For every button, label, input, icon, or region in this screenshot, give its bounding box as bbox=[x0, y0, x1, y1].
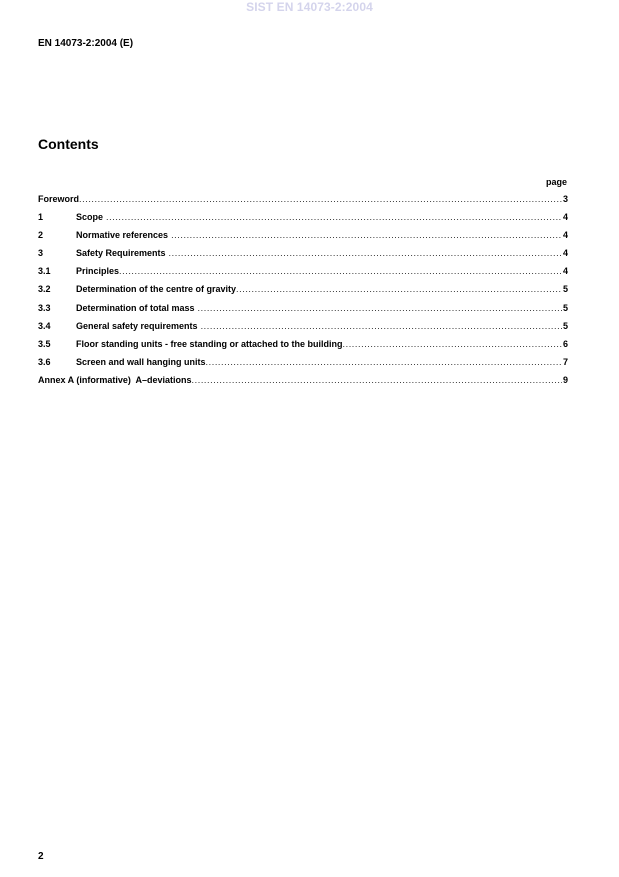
toc-entry-title: Principles bbox=[76, 266, 120, 277]
toc-entry-floor-standing-units[interactable] bbox=[38, 339, 568, 357]
toc-entry-title: Determination of total mass bbox=[76, 302, 195, 313]
toc-entry-page: 6 bbox=[562, 338, 568, 349]
toc-entry-principles[interactable] bbox=[38, 266, 568, 284]
toc-entry-number: 3.3 bbox=[38, 302, 51, 313]
dot-leader bbox=[192, 375, 562, 385]
toc-entry-number: 1 bbox=[38, 212, 44, 223]
document-id-header: EN 14073-2:2004 (E) bbox=[38, 38, 134, 49]
toc-entry-page: 7 bbox=[562, 356, 568, 367]
toc-entry-centre-of-gravity[interactable] bbox=[38, 284, 568, 302]
table-of-contents bbox=[38, 194, 568, 393]
toc-entry-number: 3 bbox=[38, 248, 44, 259]
dot-leader bbox=[343, 339, 562, 349]
toc-entry-page: 5 bbox=[562, 302, 568, 313]
toc-entry-page: 5 bbox=[562, 284, 568, 295]
toc-entry-title: Determination of the centre of gravity bbox=[76, 284, 237, 295]
dot-leader bbox=[79, 194, 562, 204]
toc-entry-title: Scope bbox=[76, 212, 104, 223]
dot-leader bbox=[103, 212, 562, 222]
toc-entry-general-safety[interactable] bbox=[38, 321, 568, 339]
toc-entry-page: 4 bbox=[562, 230, 568, 241]
page-number: 2 bbox=[38, 851, 44, 862]
toc-entry-normative-references[interactable] bbox=[38, 230, 568, 248]
toc-entry-total-mass[interactable] bbox=[38, 303, 568, 321]
toc-entry-page: 5 bbox=[562, 320, 568, 331]
dot-leader bbox=[195, 303, 562, 313]
page-column-label: page bbox=[545, 177, 567, 187]
toc-entry-number: 3.2 bbox=[38, 284, 51, 295]
dot-leader bbox=[168, 230, 562, 240]
toc-entry-title: Safety Requirements bbox=[76, 248, 166, 259]
toc-entry-page: 9 bbox=[562, 374, 568, 385]
dot-leader bbox=[119, 266, 562, 276]
toc-entry-title: Screen and wall hanging units bbox=[76, 356, 206, 367]
toc-entry-annex-a[interactable] bbox=[38, 375, 568, 393]
toc-entry-title: General safety requirements bbox=[76, 320, 198, 331]
toc-entry-title: Foreword bbox=[38, 194, 80, 204]
dot-leader bbox=[236, 284, 562, 294]
toc-entry-foreword[interactable] bbox=[38, 194, 568, 212]
watermark: SIST EN 14073-2:2004 bbox=[246, 0, 373, 14]
toc-entry-page: 4 bbox=[562, 248, 568, 259]
toc-entry-title: Annex A (informative) A–deviations bbox=[38, 374, 192, 385]
toc-entry-number: 3.6 bbox=[38, 356, 51, 367]
toc-entry-safety-requirements[interactable] bbox=[38, 248, 568, 266]
toc-entry-title: Normative references bbox=[76, 230, 169, 241]
toc-entry-scope[interactable] bbox=[38, 212, 568, 230]
toc-entry-number: 3.4 bbox=[38, 320, 51, 331]
toc-entry-page: 4 bbox=[562, 212, 568, 223]
toc-entry-number: 2 bbox=[38, 230, 44, 241]
toc-entry-number: 3.1 bbox=[38, 266, 51, 277]
contents-heading: Contents bbox=[38, 136, 99, 152]
toc-entry-page: 4 bbox=[562, 266, 568, 277]
toc-entry-screen-wall-hanging[interactable] bbox=[38, 357, 568, 375]
toc-entry-number: 3.5 bbox=[38, 338, 51, 349]
dot-leader bbox=[166, 248, 562, 258]
toc-entry-page: 3 bbox=[562, 194, 568, 204]
toc-entry-title: Floor standing units - free standing or attached to the building bbox=[76, 338, 343, 349]
dot-leader bbox=[206, 357, 562, 367]
dot-leader bbox=[198, 321, 562, 331]
